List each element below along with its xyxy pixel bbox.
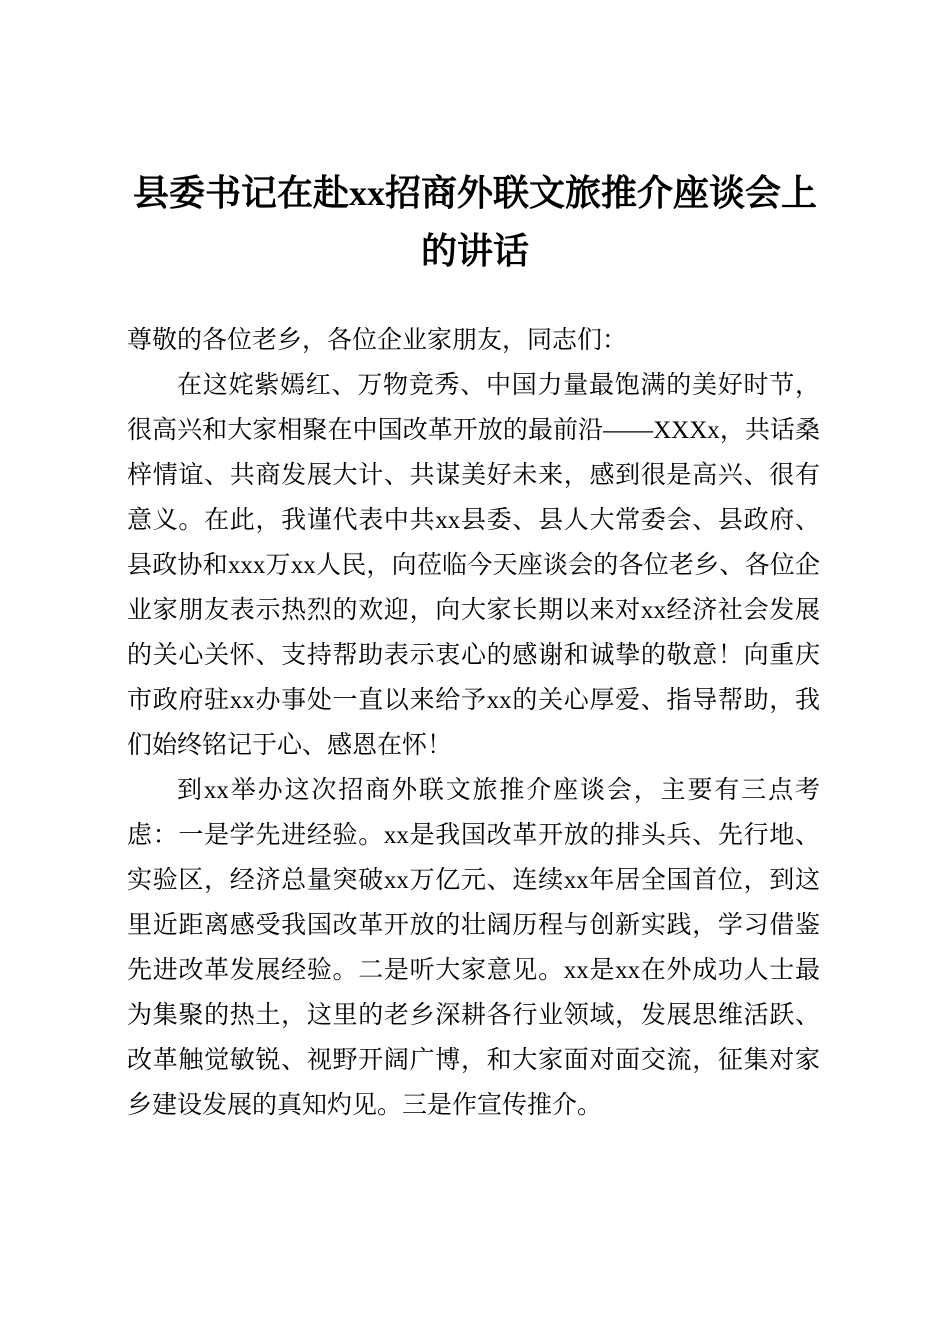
document-title-line-2: 的讲话 bbox=[420, 231, 529, 271]
paragraph: 尊敬的各位老乡，各位企业家朋友，同志们： bbox=[127, 327, 628, 354]
document-title-line-1: 县委书记在赴xx招商外联文旅推介座谈会上 bbox=[132, 173, 817, 213]
document-body bbox=[0, 318, 950, 1128]
paragraph: 在这姹紫嫣红、万物竞秀、中国力量最饱满的美好时节，很高兴和大家相聚在中国改革开放的最前沿——XXXx，共话桑梓情谊、共商发展大计、共谋美好未来，感到很是高兴、很有意义。在此，我谨代表中共xx县委、县人大常委会、县政府、县政协和xxx万xx人民，向莅临今天座谈会的各位老乡、各位企业家朋友表示热烈的欢迎，向大家长期以来对xx经济社会发展的关心关怀、支持帮助表示衷心的感谢和诚挚的敬意！向重庆市政府驻xx办事处一直以来给予xx的关心厚爱、指导帮助，我们始终铭记于心、感恩在怀！ bbox=[127, 372, 820, 759]
paragraph: 到xx举办这次招商外联文旅推介座谈会，主要有三点考虑：一是学先进经验。xx是我国改革开放的排头兵、先行地、实验区，经济总量突破xx万亿元、连续xx年居全国首位，到这里近距离感受我国改革开放的壮阔历程与创新实践，学习借鉴先进改革发展经验。二是听大家意见。xx是xx在外成功人士最为集聚的热土，这里的老乡深耕各行业领域，发展思维活跃、改革触觉敏锐、视野开阔广博，和大家面对面交流，征集对家乡建设发展的真知灼见。三是作宣传推介。 bbox=[127, 777, 820, 1119]
document-title bbox=[0, 164, 950, 280]
